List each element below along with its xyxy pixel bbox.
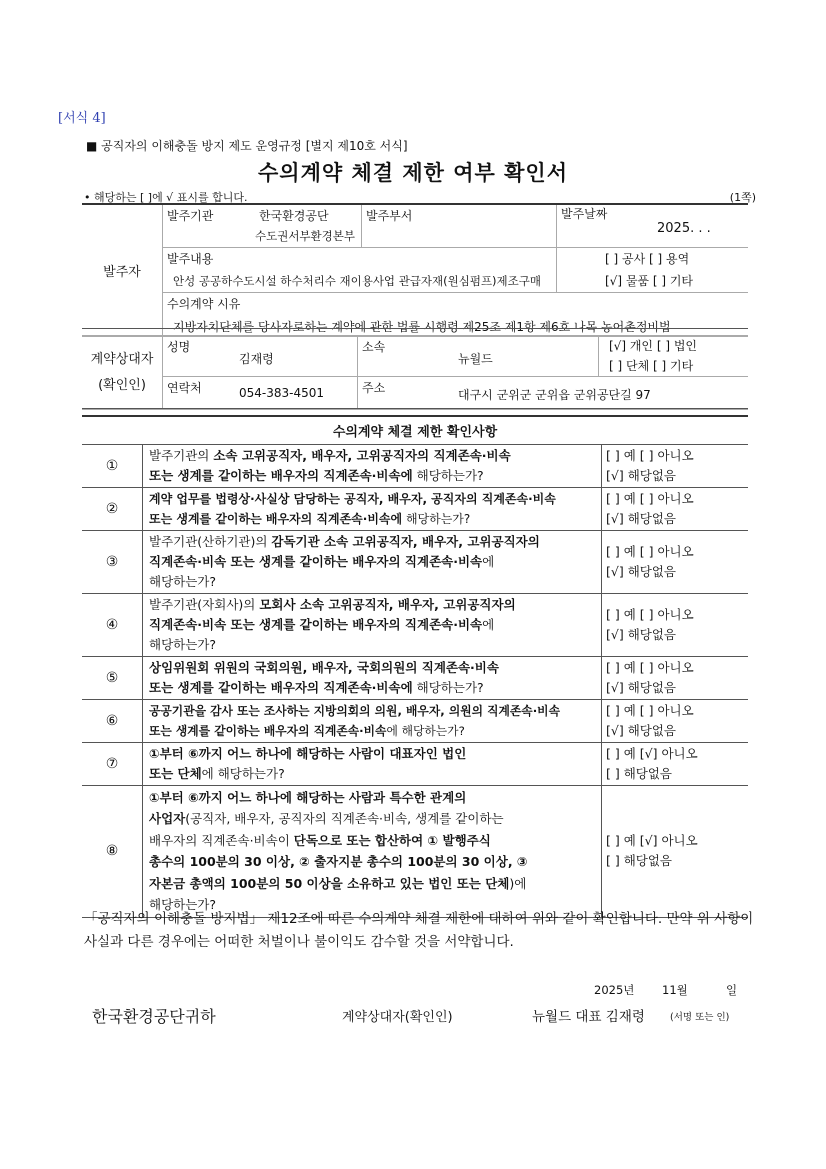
signature-placeholder[interactable]: (서명 또는 인) xyxy=(670,1012,730,1023)
table-row xyxy=(82,593,748,656)
signer-name: 뉴월드 대표 김재령 xyxy=(532,1009,645,1025)
reason-cell xyxy=(163,293,749,337)
table-row xyxy=(82,785,748,917)
orderer-section-label: 발주자 xyxy=(82,204,163,337)
agency-label: 발주기관 xyxy=(167,209,214,223)
contractor-label-2: (확인인) xyxy=(98,377,146,393)
table-row xyxy=(82,530,748,593)
divider xyxy=(82,408,748,409)
item-number: ⑥ xyxy=(82,699,143,742)
table-row xyxy=(82,742,748,785)
checklist-table xyxy=(82,415,748,918)
date-year: 2025년 xyxy=(594,983,635,997)
content-cell xyxy=(163,248,557,293)
address-value: 대구시 군위군 군위읍 군위공단길 97 xyxy=(458,388,651,402)
recipient: 한국환경공단귀하 xyxy=(92,1007,216,1026)
date-label: 발주날짜 xyxy=(561,207,608,221)
agency-value-2: 수도권서부환경본부 xyxy=(255,229,355,243)
item-answer: [ ] 예 [√] 아니오 [ ] 해당없음 xyxy=(602,785,749,917)
item-number: ① xyxy=(82,444,143,487)
item-answer: [ ] 예 [ ] 아니오 [√] 해당없음 xyxy=(602,656,749,699)
item-number: ⑧ xyxy=(82,785,143,917)
table-row xyxy=(82,699,748,742)
contractor-label-1: 계약상대자 xyxy=(90,351,154,367)
date-month: 11월 xyxy=(662,983,688,997)
date-day: 일 xyxy=(726,983,738,997)
orderer-table xyxy=(82,203,748,337)
address-cell xyxy=(358,377,749,410)
page-number: (1쪽) xyxy=(729,191,756,204)
divider xyxy=(82,328,748,329)
order-type-row-2: [√] 물품 [ ] 기타 xyxy=(605,274,693,288)
address-label: 주소 xyxy=(362,381,386,395)
item-question: ①부터 ⑥까지 어느 하나에 해당하는 사람과 특수한 관계의 사업자(공직자, 배우자, 공직자의 직계존속·비속, 생계를 같이하는 배우자의 직계존속·비속이 단독으로 또는 합산하여 ① 발행주식 총수의 100분의 30 이상, ② 출자지분 총수의 100분의 30 이상, ③ 자본금 총액의 100분의 50 이상을 소유하고 있는 법인 또는 단체)에 해당하는가? xyxy=(143,785,602,917)
name-value: 김재령 xyxy=(239,352,274,366)
dept-label: 발주부서 xyxy=(366,209,413,223)
contact-cell xyxy=(163,377,358,410)
form-tag: [서식 4] xyxy=(58,111,106,126)
item-question: 상임위원회 위원의 국회의원, 배우자, 국회의원의 직계존속·비속 또는 생계를 같이하는 배우자의 직계존속·비속에 해당하는가? xyxy=(143,656,602,699)
checklist-heading: 수의계약 체결 제한 확인사항 xyxy=(82,416,748,444)
content-label: 발주내용 xyxy=(167,252,214,266)
item-question: 발주기관(자회사)의 모회사 소속 고위공직자, 배우자, 고위공직자의 직계존속·비속 또는 생계를 같이하는 배우자의 직계존속·비속에 해당하는가? xyxy=(143,593,602,656)
item-number: ② xyxy=(82,487,143,530)
contractor-table xyxy=(82,335,748,410)
contractor-type-row-1: [√] 개인 [ ] 법인 xyxy=(609,339,697,353)
table-row xyxy=(82,444,748,487)
date-value: 2025. . . xyxy=(657,221,711,236)
order-type-row-1: [ ] 공사 [ ] 용역 xyxy=(605,252,690,266)
reason-label: 수의계약 시유 xyxy=(167,297,241,311)
item-question: 공공기관을 감사 또는 조사하는 지방의회의 의원, 배우자, 의원의 직계존속·비속 또는 생계를 같이하는 배우자의 직계존속·비속에 해당하는가? xyxy=(143,699,602,742)
item-answer: [ ] 예 [ ] 아니오 [√] 해당없음 xyxy=(602,487,749,530)
item-question: 발주기관(산하기관)의 감독기관 소속 고위공직자, 배우자, 고위공직자의 직계존속·비속 또는 생계를 같이하는 배우자의 직계존속·비속에 해당하는가? xyxy=(143,530,602,593)
pledge-statement: 「공직자의 이해충돌 방지법」 제12조에 따른 수의계약 체결 제한에 대하여 위와 같이 확인합니다. 만약 위 사항이 사실과 다른 경우에는 어떠한 처벌이나 불이익도 감수할 것을 서약합니다. xyxy=(84,911,754,950)
item-number: ④ xyxy=(82,593,143,656)
item-number: ⑤ xyxy=(82,656,143,699)
org-label: 소속 xyxy=(362,340,386,354)
item-answer: [ ] 예 [ ] 아니오 [√] 해당없음 xyxy=(602,444,749,487)
order-type-cell xyxy=(557,248,749,293)
date-cell xyxy=(557,204,749,248)
item-number: ③ xyxy=(82,530,143,593)
item-answer: [ ] 예 [ ] 아니오 [√] 해당없음 xyxy=(602,530,749,593)
contractor-type-cell xyxy=(599,336,749,377)
item-question: 계약 업무를 법령상·사실상 담당하는 공직자, 배우자, 공직자의 직계존속·비속 또는 생계를 같이하는 배우자의 직계존속·비속에 해당하는가? xyxy=(143,487,602,530)
item-answer: [ ] 예 [ ] 아니오 [√] 해당없음 xyxy=(602,593,749,656)
org-value: 뉴월드 xyxy=(458,352,493,366)
agency-value-1: 한국환경공단 xyxy=(259,209,329,223)
item-question: 발주기관의 소속 고위공직자, 배우자, 고위공직자의 직계존속·비속 또는 생계를 같이하는 배우자의 직계존속·비속에 해당하는가? xyxy=(143,444,602,487)
name-label: 성명 xyxy=(167,340,191,354)
org-cell xyxy=(358,336,599,377)
table-row xyxy=(82,656,748,699)
contact-value: 054-383-4501 xyxy=(239,386,325,400)
item-number: ⑦ xyxy=(82,742,143,785)
contractor-type-row-2: [ ] 단체 [ ] 기타 xyxy=(609,359,694,373)
signer-label: 계약상대자(확인인) xyxy=(342,1010,453,1025)
contractor-section-label xyxy=(82,336,163,410)
page-title: 수의계약 체결 제한 여부 확인서 xyxy=(258,161,568,185)
table-row xyxy=(82,487,748,530)
item-answer: [ ] 예 [ ] 아니오 [√] 해당없음 xyxy=(602,699,749,742)
name-cell xyxy=(163,336,358,377)
item-question: ①부터 ⑥까지 어느 하나에 해당하는 사람이 대표자인 법인 또는 단체에 해당하는가? xyxy=(143,742,602,785)
dept-cell xyxy=(362,204,557,248)
instruction-note: • 해당하는 [ ]에 √ 표시를 합니다. xyxy=(84,191,248,204)
agency-cell xyxy=(163,204,362,248)
content-value: 안성 공공하수도시설 하수처리수 재이용사업 관급자재(원심펌프)제조구매 xyxy=(173,274,541,288)
item-answer: [ ] 예 [√] 아니오 [ ] 해당없음 xyxy=(602,742,749,785)
contact-label: 연락처 xyxy=(167,381,202,395)
regulation-reference: ■ 공직자의 이해충돌 방지 제도 운영규정 [별지 제10호 서식] xyxy=(86,139,408,153)
reason-value: 지방자치단체를 당사자로하는 계약에 관한 법률 시행령 제25조 제1항 제6호 나목 농어촌정비법 xyxy=(173,320,671,334)
